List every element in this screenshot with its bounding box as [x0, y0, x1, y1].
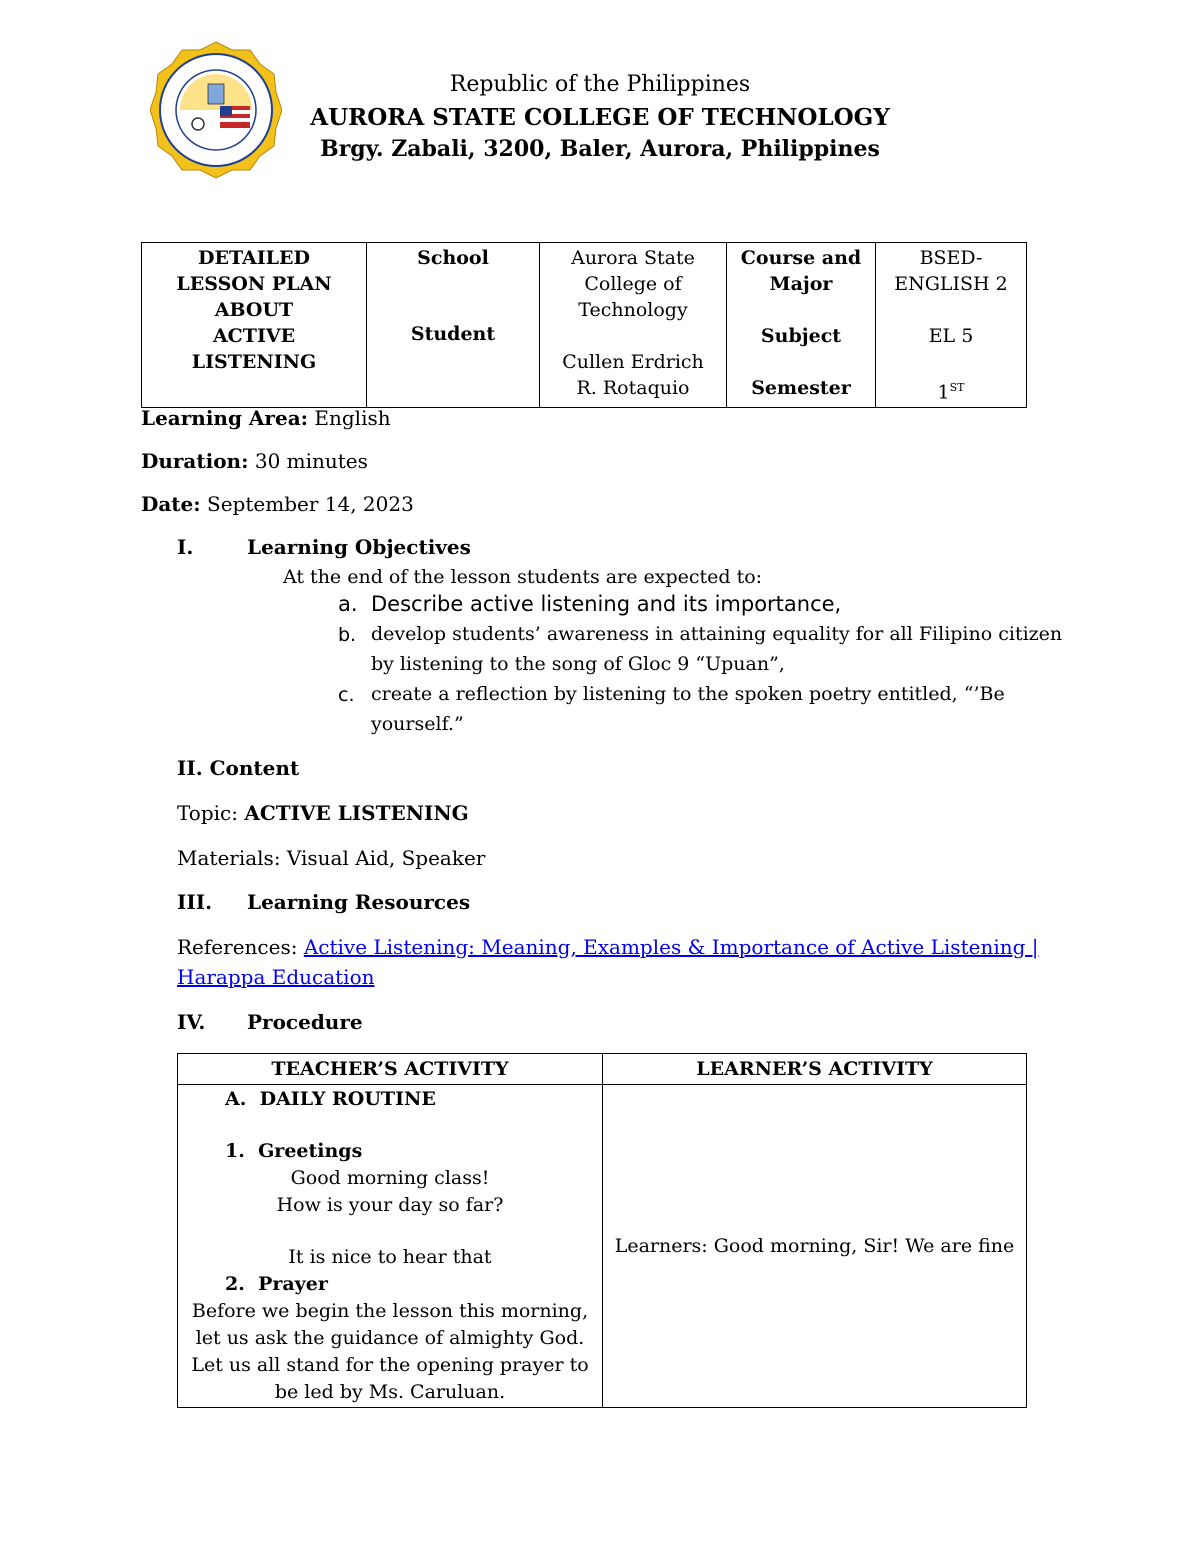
course-label-line: Course and	[740, 247, 862, 269]
subject-label: Subject	[760, 325, 842, 347]
daily-routine-heading	[179, 1086, 601, 1113]
course-label-line: Major	[769, 273, 833, 295]
prayer-line: Let us all stand for the opening prayer to	[191, 1354, 589, 1376]
reference-link-continued[interactable]: Harappa Education	[177, 965, 375, 989]
college-address: Brgy. Zabali, 3200, Baler, Aurora, Philippines	[320, 136, 880, 162]
student-value-line: R. Rotaquio	[576, 377, 690, 399]
topic-line	[177, 801, 469, 825]
topic-value: ACTIVE LISTENING	[244, 801, 469, 825]
lesson-title-line: ABOUT	[214, 299, 294, 321]
course-value-line: BSED-	[919, 247, 983, 269]
semester-value	[880, 375, 1022, 405]
student-value-line: Cullen Erdrich	[562, 351, 704, 373]
procedure-numeral: IV.	[177, 1010, 206, 1034]
school-value-line: Aurora State	[571, 247, 695, 269]
objective-a-text: Describe active listening and its importance,	[371, 592, 842, 616]
learning-area-value: English	[308, 406, 391, 430]
school-value-line: College of	[584, 273, 682, 295]
teacher-activity-cell	[178, 1085, 603, 1408]
objective-c-line: create a reflection by listening to the spoken poetry entitled, “’Be	[371, 683, 1005, 705]
student-label: Student	[410, 323, 496, 345]
prayer-line: Before we begin the lesson this morning,	[191, 1300, 589, 1322]
reference-link[interactable]: Active Listening: Meaning, Examples & Importance of Active Listening |	[303, 935, 1039, 959]
section-letter: A.	[225, 1088, 247, 1110]
objectives-numeral: I.	[177, 535, 194, 559]
prayer-line: be led by Ms. Caruluan.	[274, 1381, 506, 1403]
objective-b-line: develop students’ awareness in attaining equality for all Filipino citizen	[371, 623, 1063, 645]
teacher-activity-header: TEACHER’S ACTIVITY	[178, 1054, 603, 1085]
learner-response: Learners: Good morning, Sir! We are fine	[614, 1234, 1015, 1257]
greeting-line: Good morning class!	[290, 1167, 490, 1189]
objectives-intro: At the end of the lesson students are expected to:	[283, 566, 763, 588]
lesson-title-line: LISTENING	[191, 351, 317, 373]
lesson-title-line: DETAILED	[197, 247, 310, 269]
date-value: September 14, 2023	[200, 492, 414, 516]
objective-letter: a.	[338, 592, 358, 616]
resources-heading: Learning Resources	[247, 890, 471, 914]
lesson-title-line: LESSON PLAN	[176, 273, 332, 295]
procedure-heading: Procedure	[247, 1010, 363, 1034]
objectives-heading: Learning Objectives	[247, 535, 471, 559]
course-subject-semester-label-cell	[727, 243, 876, 408]
prayer-line: let us ask the guidance of almighty God.	[195, 1327, 585, 1349]
step-title: Prayer	[258, 1273, 328, 1295]
semester-suffix: ST	[949, 381, 965, 394]
subject-value: EL 5	[928, 325, 974, 347]
college-seal-logo	[150, 40, 282, 180]
duration-label: Duration:	[141, 449, 249, 473]
date-label: Date:	[141, 492, 201, 516]
section-title: DAILY ROUTINE	[259, 1088, 436, 1110]
republic-heading: Republic of the Philippines	[449, 72, 751, 97]
resources-numeral: III.	[177, 890, 213, 914]
topic-label: Topic:	[177, 801, 245, 825]
school-value-line: Technology	[578, 299, 688, 321]
greeting-after: It is nice to hear that	[288, 1246, 492, 1268]
college-name-heading: AURORA STATE COLLEGE OF TECHNOLOGY	[310, 104, 890, 131]
school-label: School	[417, 247, 489, 269]
semester-number: 1	[937, 381, 950, 404]
procedure-table	[177, 1053, 1027, 1408]
duration-line	[141, 449, 368, 473]
objective-c-line: yourself.”	[371, 713, 464, 735]
lesson-title-line: ACTIVE	[212, 325, 296, 347]
course-value-line: ENGLISH 2	[894, 273, 1008, 295]
objective-letter: c.	[338, 684, 355, 706]
references-label: References:	[177, 935, 304, 959]
date-line	[141, 492, 414, 516]
objective-letter: b.	[338, 624, 357, 646]
learner-activity-header: LEARNER’S ACTIVITY	[603, 1054, 1027, 1085]
content-heading: II. Content	[177, 756, 300, 780]
greeting-line: How is your day so far?	[276, 1194, 504, 1216]
step-number: 1.	[225, 1140, 245, 1162]
learner-activity-cell	[603, 1085, 1027, 1408]
materials-line: Materials: Visual Aid, Speaker	[177, 846, 486, 870]
prayer-heading	[179, 1271, 601, 1298]
greetings-heading	[179, 1138, 601, 1165]
school-student-label-cell	[367, 243, 540, 408]
step-number: 2.	[225, 1273, 245, 1295]
learning-area-label: Learning Area:	[141, 406, 309, 430]
course-subject-semester-value-cell	[876, 243, 1027, 408]
objective-b-line: by listening to the song of Gloc 9 “Upuan”,	[371, 653, 785, 675]
duration-value: 30 minutes	[248, 449, 368, 473]
learning-area-line	[141, 406, 391, 430]
lesson-title-cell	[142, 243, 367, 408]
lesson-info-table	[141, 242, 1027, 408]
references-line	[177, 935, 1039, 959]
step-title: Greetings	[258, 1140, 363, 1162]
school-student-value-cell	[540, 243, 727, 408]
semester-label: Semester	[751, 377, 851, 399]
